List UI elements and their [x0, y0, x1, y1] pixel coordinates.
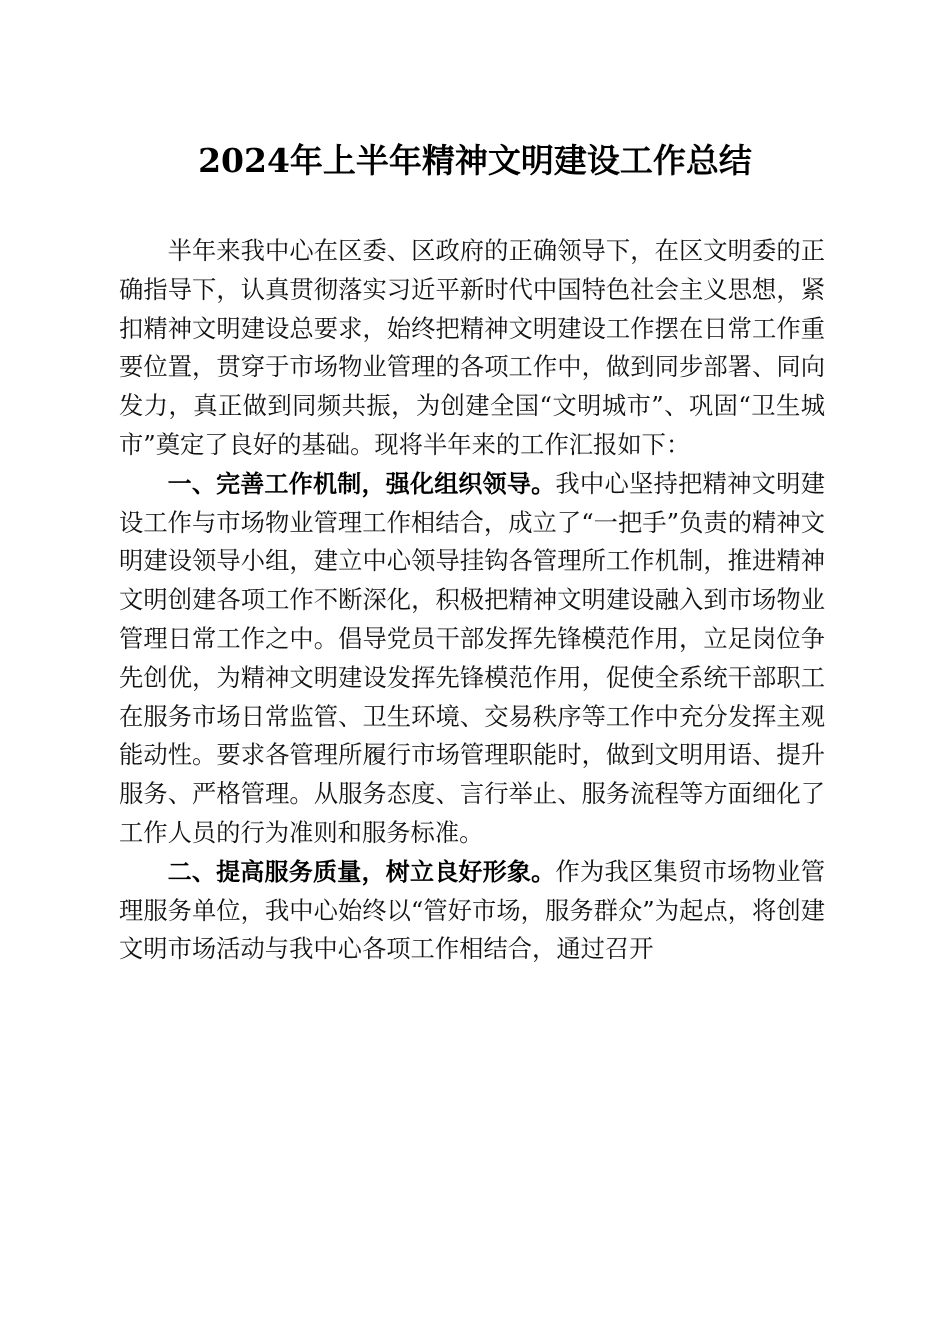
paragraph-text: 半年来我中心在区委、区政府的正确领导下，在区文明委的正确指导下，认真贯彻落实习近平新时代中国特色社会主义思想，紧扣精神文明建设总要求，始终把精神文明建设工作摆在日常工作重要位置，贯穿于市场物业管理的各项工作中，做到同步部署、同向发力，真正做到同频共振，为创建全国“文明城市”、巩固“卫生城市”奠定了良好的基础。现将半年来的工作汇报如下：	[119, 236, 825, 459]
document-body	[119, 232, 825, 969]
paragraph-section-1	[119, 465, 825, 853]
section-2-text: 作为我区集贸市场物业管理服务单位，我中心始终以“管好市场，服务群众”为起点，将创建文明市场活动与我中心各项工作相结合，通过召开	[119, 856, 826, 964]
paragraph-intro	[119, 232, 825, 465]
paragraph-section-2	[119, 853, 825, 969]
section-2-heading: 二、提高服务质量，树立良好形象。	[167, 857, 556, 886]
section-1-heading: 一、完善工作机制，强化组织领导。	[167, 469, 556, 498]
section-1-text: 我中心坚持把精神文明建设工作与市场物业管理工作相结合，成立了“一把手”负责的精神文明建设领导小组，建立中心领导挂钩各管理所工作机制，推进精神文明创建各项工作不断深化，积极把精神文明建设融入到市场物业管理日常工作之中。倡导党员干部发挥先锋模范作用，立足岗位争先创优，为精神文明建设发挥先锋模范作用，促使全系统干部职工在服务市场日常监管、卫生环境、交易秩序等工作中充分发挥主观能动性。要求各管理所履行市场管理职能时，做到文明用语、提升服务、严格管理。从服务态度、言行举止、服务流程等方面细化了工作人员的行为准则和服务标准。	[119, 468, 826, 847]
document-title: 2024年上半年精神文明建设工作总结	[198, 141, 752, 180]
